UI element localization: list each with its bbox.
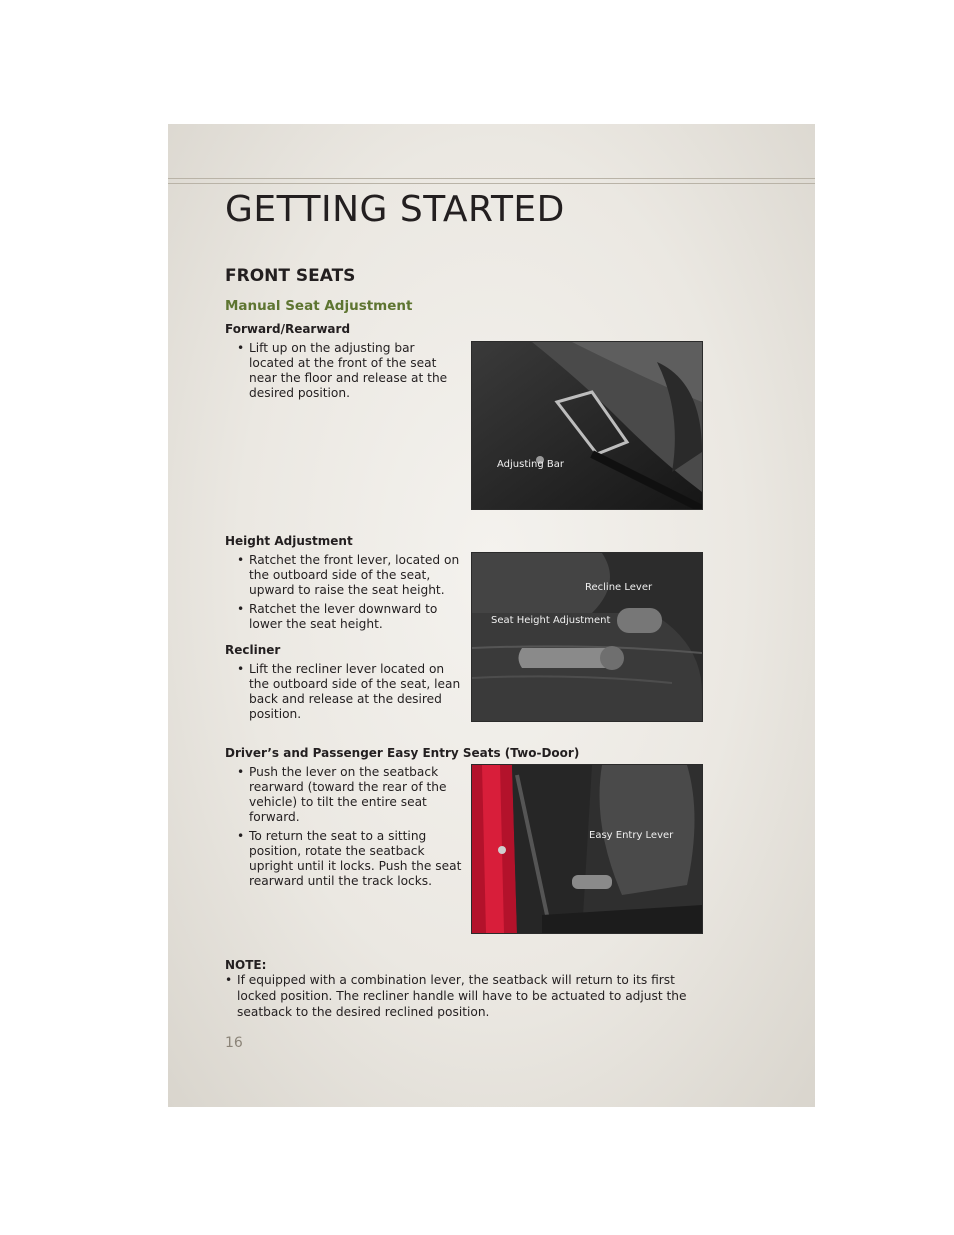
easy-entry-callout: Easy Entry Lever [589,830,674,841]
list-item: • To return the seat to a sitting position, rotate the seatback upright until it locks. Push the seat rearward until the track locks. [225,829,465,889]
adjusting-bar-image [472,342,702,509]
height-recline-image [472,553,702,721]
list-item: • Push the lever on the seatback rearward (toward the rear of the vehicle) to tilt the entire seat forward. [225,765,465,825]
header-rule-bottom [168,183,815,184]
forward-list [225,341,450,405]
adjusting-bar-callout: Adjusting Bar [497,459,565,470]
easy-entry-heading: Driver’s and Passenger Easy Entry Seats (Two-Door) [225,746,580,760]
adjusting-bar-photo [471,341,703,510]
note-label: NOTE: [225,958,267,972]
list-item: • Lift up on the adjusting bar located at the front of the seat near the floor and release at the desired position. [225,341,450,401]
easy-entry-photo [471,764,703,934]
recline-lever-callout: Recline Lever [585,582,653,593]
list-item: • Ratchet the lever downward to lower the seat height. [225,602,463,632]
subtitle: Manual Seat Adjustment [225,298,413,314]
page-title: FRONT SEATS [225,266,356,286]
height-list [225,553,463,636]
list-item: • If equipped with a combination lever, the seatback will return to its first locked position. The recliner handle will have to be actuated to adjust the seatback to the desired reclined position. [225,972,705,1020]
recliner-heading: Recliner [225,643,281,657]
section-title: GETTING STARTED [225,189,565,230]
easy-entry-image [472,765,702,933]
manual-page [168,124,815,1107]
header-rule-top [168,178,815,179]
page-number: 16 [225,1035,243,1051]
height-heading: Height Adjustment [225,534,353,548]
recliner-list [225,662,463,726]
seat-height-callout: Seat Height Adjustment [491,615,611,626]
forward-heading: Forward/Rearward [225,322,351,336]
easy-entry-list [225,765,465,893]
note-list [225,972,705,1020]
list-item: • Ratchet the front lever, located on the outboard side of the seat, upward to raise the seat height. [225,553,463,598]
list-item: • Lift the recliner lever located on the outboard side of the seat, lean back and release at the desired position. [225,662,463,722]
height-recline-photo [471,552,703,722]
